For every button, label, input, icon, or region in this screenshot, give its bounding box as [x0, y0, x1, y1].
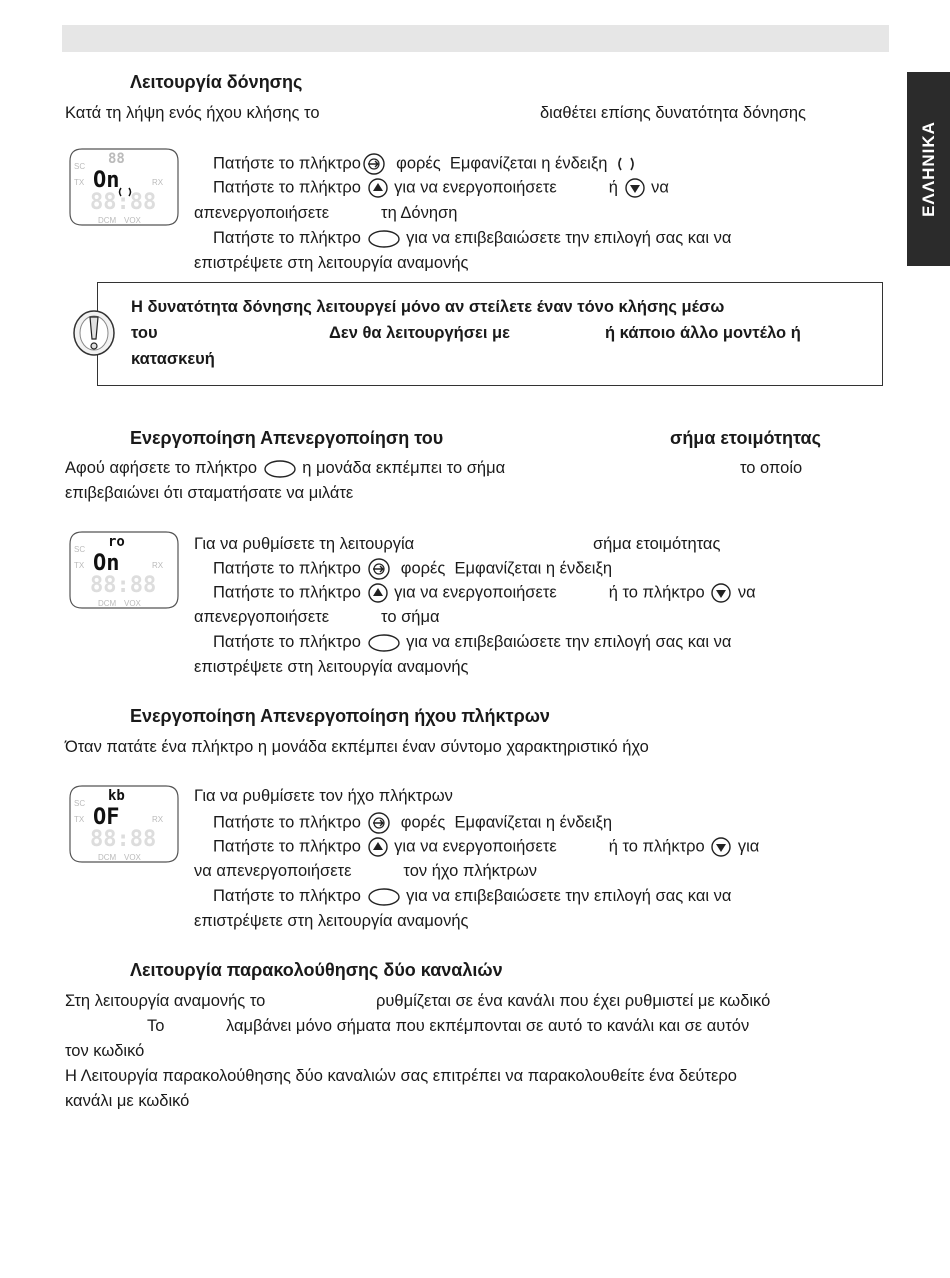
up-key-icon [368, 583, 388, 603]
section-title-roger: σήμα ετοιμότητας [670, 428, 821, 448]
step-line: Πατήστε το πλήκτρο για να επιβεβαιώσετε την επιλογή σας και να [213, 633, 732, 651]
svg-text:88:88: 88:88 [90, 190, 157, 215]
step-line: Για να ρυθμίσετε τη λειτουργία [194, 535, 415, 553]
lcd-main-digits: On [93, 168, 120, 193]
step-line: επιστρέψετε στη λειτουργία αναμονής [194, 254, 469, 272]
lcd-label: DCM [98, 216, 117, 225]
warning-text: κατασκευή [131, 350, 215, 368]
lcd-main-digits: On [93, 551, 120, 576]
lcd-display-icon [68, 147, 180, 227]
step-line: να απενεργοποιήσετε τον ήχο πλήκτρων [194, 862, 537, 880]
body-text: λαμβάνει μόνο σήματα που εκπέμπονται σε αυτό το κανάλι και σε αυτόν [226, 1017, 750, 1035]
lcd-label: VOX [124, 853, 141, 862]
warning-text: του [131, 324, 158, 342]
ptt-key-icon [368, 634, 400, 652]
svg-text:88:88: 88:88 [90, 573, 157, 598]
language-tab [907, 72, 950, 266]
lcd-display-icon [68, 530, 180, 610]
lcd-top-digits: 88 [108, 151, 125, 167]
lcd-label: VOX [124, 216, 141, 225]
warning-text: Η δυνατότητα δόνησης λειτουργεί μόνο αν στείλετε έναν τόνο κλήσης μέσω [131, 298, 725, 316]
step-line: σήμα ετοιμότητας [593, 535, 721, 553]
menu-key-icon [368, 812, 390, 834]
menu-key-icon [363, 153, 385, 175]
lcd-label: DCM [98, 599, 117, 608]
lcd-label: TX [74, 561, 85, 570]
lcd-top-digits: kb [108, 788, 125, 804]
intro-text: Κατά τη λήψη ενός ήχου κλήσης το [65, 104, 320, 122]
step-line: επιστρέψετε στη λειτουργία αναμονής [194, 912, 469, 930]
lcd-display-icon [68, 784, 180, 864]
lcd-label: DCM [98, 853, 117, 862]
lcd-label: TX [74, 815, 85, 824]
warning-text: ή κάποιο άλλο μοντέλο ή [605, 324, 801, 342]
step-line: Πατήστε το πλήκτρο για να ενεργοποιήσετε ή το πλήκτρο να [213, 583, 756, 602]
lcd-label: SC [74, 799, 86, 808]
up-key-icon [368, 178, 388, 198]
body-text: Η Λειτουργία παρακολούθησης δύο καναλιών σας επιτρέπει να παρακολουθείτε ένα δεύτερο [65, 1067, 737, 1085]
step-line: Πατήστε το πλήκτρο φορές Εμφανίζεται η ένδειξη [213, 153, 640, 175]
lcd-label: RX [152, 178, 164, 187]
language-tab-label: ΕΛΛΗΝΙΚΑ [918, 121, 938, 217]
body-text: ρυθμίζεται σε ένα κανάλι που έχει ρυθμιστεί με κωδικό [376, 992, 771, 1010]
down-key-icon [711, 837, 731, 857]
step-line: Πατήστε το πλήκτρο για να ενεργοποιήσετε ή το πλήκτρο για [213, 837, 760, 856]
step-line: Για να ρυθμίσετε τον ήχο πλήκτρων [194, 787, 453, 805]
warning-text: Δεν θα λειτουργήσει με [329, 324, 510, 342]
down-key-icon [625, 178, 645, 198]
lcd-label: TX [74, 178, 85, 187]
body-text: Στη λειτουργία αναμονής το [65, 992, 266, 1010]
lcd-label: SC [74, 162, 86, 171]
body-text: τον κωδικό [65, 1042, 145, 1060]
section-title-keytone: Ενεργοποίηση Απενεργοποίηση ήχου πλήκτρων [130, 706, 550, 726]
ptt-key-icon [368, 888, 400, 906]
lcd-label: VOX [124, 599, 141, 608]
step-line: Πατήστε το πλήκτρο για να ενεργοποιήσετε ή να [213, 178, 669, 197]
intro-text: διαθέτει επίσης δυνατότητα δόνησης [540, 104, 807, 122]
lcd-label: RX [152, 561, 164, 570]
ptt-key-icon [264, 460, 296, 478]
intro-text: Όταν πατάτε ένα πλήκτρο η μονάδα εκπέμπει έναν σύντομο χαρακτηριστικό ήχο [65, 738, 649, 756]
lcd-label: RX [152, 815, 164, 824]
section-title-roger: Ενεργοποίηση Απενεργοποίηση του [130, 428, 444, 448]
step-line: Πατήστε το πλήκτρο για να επιβεβαιώσετε την επιλογή σας και να [213, 229, 732, 247]
intro-text: το οποίο [740, 459, 803, 477]
step-line: Πατήστε το πλήκτρο φορές Εμφανίζεται η ένδειξη [213, 558, 612, 580]
section-title-dual-watch: Λειτουργία παρακολούθησης δύο καναλιών [130, 960, 503, 980]
lcd-main-digits: OF [93, 805, 120, 830]
intro-text: Αφού αφήσετε το πλήκτρο η μονάδα εκπέμπει το σήμα [65, 459, 506, 477]
intro-text: επιβεβαιώνει ότι σταματήσατε να μιλάτε [65, 484, 354, 502]
body-text: κανάλι με κωδικό [65, 1092, 190, 1110]
step-line: απενεργοποιήσετε τη Δόνηση [194, 204, 458, 222]
lcd-top-digits: ro [108, 534, 125, 550]
ptt-key-icon [368, 230, 400, 248]
body-text: Το [147, 1017, 165, 1035]
down-key-icon [711, 583, 731, 603]
warning-icon [72, 309, 116, 357]
section-title-vibration: Λειτουργία δόνησης [130, 72, 303, 92]
menu-key-icon [368, 558, 390, 580]
step-line: Πατήστε το πλήκτρο για να επιβεβαιώσετε την επιλογή σας και να [213, 887, 732, 905]
vibration-icon [614, 155, 638, 173]
svg-text:88:88: 88:88 [90, 827, 157, 852]
lcd-label: SC [74, 545, 86, 554]
step-line: Πατήστε το πλήκτρο φορές Εμφανίζεται η ένδειξη [213, 812, 612, 834]
header-bar [62, 25, 889, 52]
step-line: επιστρέψετε στη λειτουργία αναμονής [194, 658, 469, 676]
up-key-icon [368, 837, 388, 857]
step-line: απενεργοποιήσετε το σήμα [194, 608, 440, 626]
